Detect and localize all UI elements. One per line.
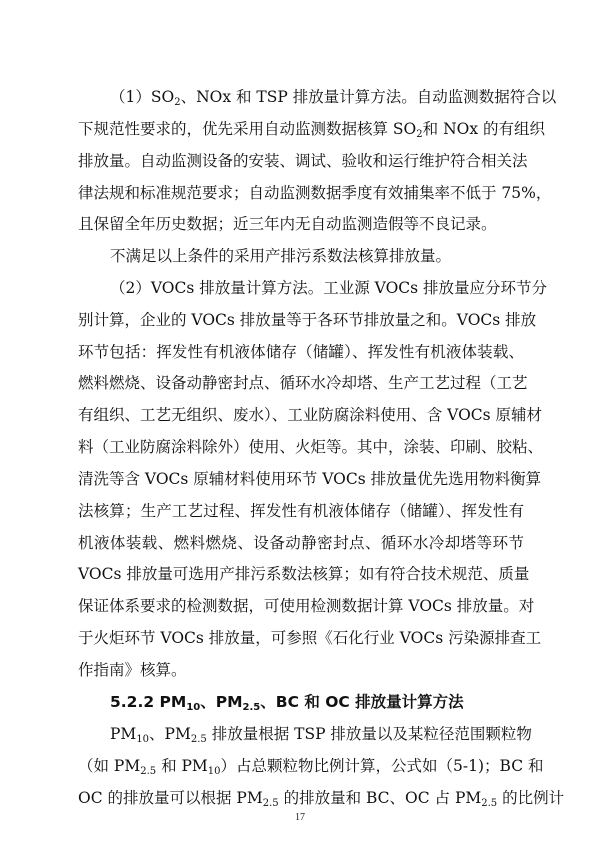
para1-line-2: 下规范性要求的，优先采用自动监测数据核算 $SO_2$和 NOx 的有组织 (78, 120, 546, 140)
para3-line-4: 燃料燃烧、设备动静密封点、循环水冷却塔、生产工艺过程（工艺 (78, 374, 528, 392)
para2-line-1: 不满足以上条件的采用产排污系数法核算排放量。 (110, 247, 452, 265)
para1-line-5: 且保留全年历史数据；近三年内无自动监测造假等不良记录。 (78, 215, 497, 233)
para3-line-2: 别计算，企业的 VOCs 排放量等于各环节排放量之和。VOCs 排放 (78, 311, 537, 329)
para3-line-13: 作指南》核算。 (78, 661, 187, 679)
para1-line-1: $(1)SO_2$、NOx 和 TSP 排放量计算方法。自动监测数据符合以 (110, 88, 557, 108)
para4-line-1: $PM_{10}$、$PM_{2.5}$ 排放量根据 TSP 排放量以及某粒径范围颗粒物 (110, 725, 532, 745)
para3-line-12: 于火炬环节 VOCs 排放量，可参照《石化行业 VOCs 污染源排查工 (78, 629, 542, 647)
para3-line-9: 机液体装载、燃料燃烧、设备动静密封点、循环水冷却塔等环节 (78, 534, 524, 552)
para3-line-10: VOCs 排放量可选用产排污系数法核算；如有符合技术规范、质量 (78, 565, 530, 583)
section-heading: 5.2.2 $PM_{10}$、$PM_{2.5}$、BC 和 OC 排放量计算方法 (110, 693, 464, 713)
para3-line-11: 保证体系要求的检测数据，可使用检测数据计算 VOCs 排放量。对 (78, 597, 535, 615)
para3-line-6: 料（工业防腐涂料除外）使用、火炬等。其中，涂装、印刷、胶粘、 (78, 438, 544, 456)
para3-line-7: 清洗等含 VOCs 原辅材料使用环节 VOCs 排放量优先选用物料衡算 (78, 470, 542, 488)
para4-line-2: （如 $PM_{2.5}$ 和 $PM_{10}$）占总颗粒物比例计算，公式如（5-1)；BC 和 (78, 757, 544, 777)
para1-line-4: 律法规和标准规范要求；自动监测数据季度有效捕集率不低于 75%， (78, 184, 552, 202)
para3-line-3: 环节包括：挥发性有机液体储存（储罐）、挥发性有机液体装载、 (78, 343, 524, 361)
para1-line-3: 排放量。自动监测设备的安装、调试、验收和运行维护符合相关法 (78, 152, 528, 170)
para3-line-8: 法核算；生产工艺过程、挥发性有机液体储存（储罐）、挥发性有 (78, 502, 524, 520)
page-number: 17 (295, 812, 305, 823)
para3-line-1: （2）VOCs 排放量计算方法。工业源 VOCs 排放量应分环节分 (110, 279, 548, 297)
para4-line-3: OC 的排放量可以根据 $PM_{2.5}$ 的排放量和 BC、OC 占 $PM_{2.5}$ 的比例计 (78, 789, 565, 809)
para3-line-5: 有组织、工艺无组织、废水）、工业防腐涂料使用、含 VOCs 原辅材 (78, 406, 543, 424)
